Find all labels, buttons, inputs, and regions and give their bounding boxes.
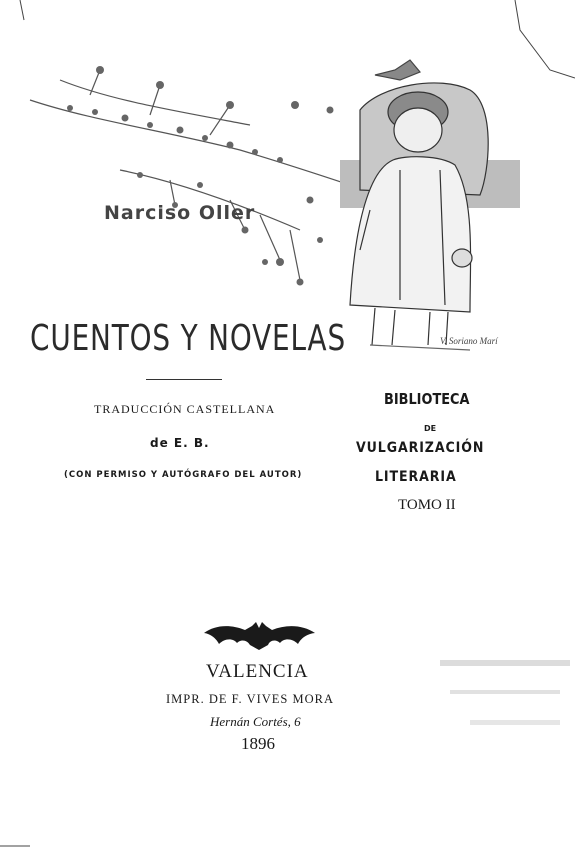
collection-line-1: BIBLIOTECA — [384, 390, 470, 408]
illustration-signature: V. Soriano Marí — [440, 336, 498, 346]
permission-note: (CON PERMISO Y AUTÓGRAFO DEL AUTOR) — [64, 470, 303, 480]
title-rule — [146, 379, 222, 380]
child-carrying-sack-illustration — [340, 83, 520, 350]
bat-emblem — [204, 622, 315, 650]
volume-number: TOMO II — [398, 497, 456, 513]
translator-line: de E. B. — [150, 436, 210, 450]
imprint-year: 1896 — [241, 734, 275, 753]
translation-line: TRADUCCIÓN CASTELLANA — [94, 402, 276, 416]
collection-line-3: VULGARIZACIÓN — [356, 440, 485, 456]
imprint-city: VALENCIA — [206, 661, 309, 682]
collection-line-4: LITERARIA — [375, 469, 457, 485]
book-title: CUENTOS Y NOVELAS — [30, 318, 347, 359]
scan-noise — [440, 660, 570, 725]
imprint-printer: IMPR. DE F. VIVES MORA — [166, 692, 335, 706]
imprint-address: Hernán Cortés, 6 — [210, 714, 301, 729]
collection-line-2: DE — [424, 424, 437, 433]
author-name: Narciso Oller — [104, 202, 256, 224]
